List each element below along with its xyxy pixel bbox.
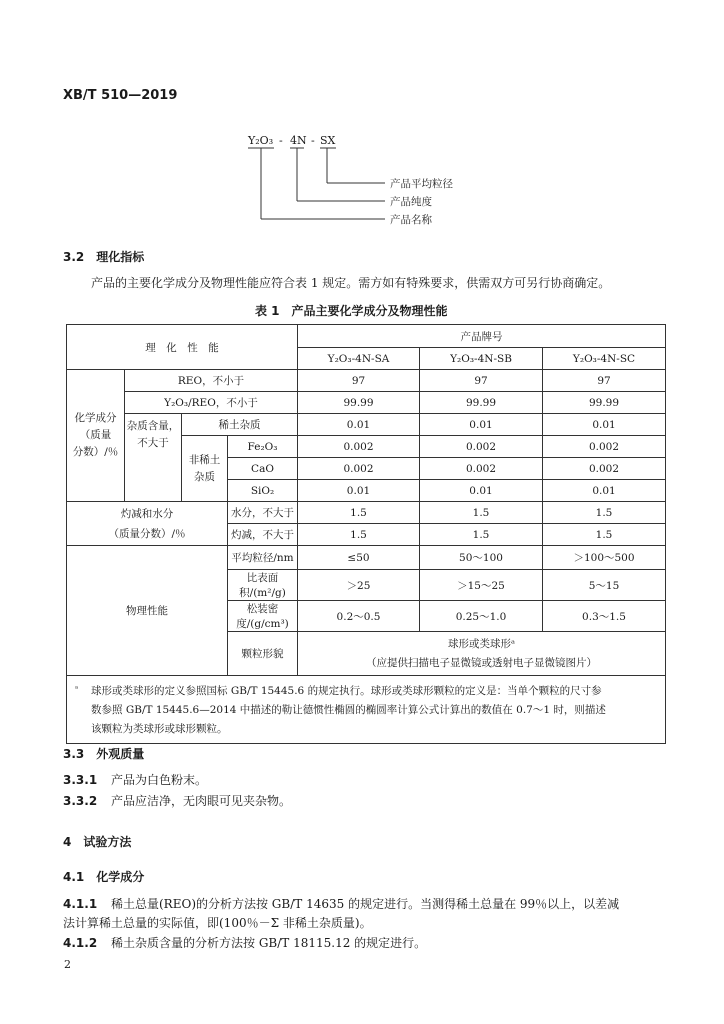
document-code: XB/T 510—2019 bbox=[63, 88, 178, 103]
cao-value-sa: 0.002 bbox=[298, 458, 420, 480]
density-value-sa: 0.2～0.5 bbox=[298, 601, 420, 632]
item-4-1-1-num: 4.1.1 bbox=[63, 897, 98, 911]
designation-purity: 4N bbox=[290, 134, 307, 147]
loi-value-sa: 1.5 bbox=[298, 524, 420, 546]
item-3-3-2 bbox=[63, 792, 291, 810]
grade-sb: Y₂O₃-4N-SB bbox=[420, 348, 543, 370]
re-impurity-label: 稀土杂质 bbox=[182, 414, 298, 436]
ssa-value-sa: ＞25 bbox=[298, 570, 420, 601]
grade-sa: Y₂O₃-4N-SA bbox=[298, 348, 420, 370]
footnote-line-1: 球形或类球形的定义参照国标 GB/T 15445.6 的规定执行。球形或类球形颗粒的定义是：当单个颗粒的尺寸参 bbox=[91, 685, 602, 697]
designation-sep1: - bbox=[279, 134, 283, 147]
grade-sc: Y₂O₃-4N-SC bbox=[543, 348, 666, 370]
y2o3-value-sa: 99.99 bbox=[298, 392, 420, 414]
morph-label: 颗粒形貌 bbox=[228, 632, 298, 676]
item-4-1-2-num: 4.1.2 bbox=[63, 936, 98, 950]
fe-label: Fe₂O₃ bbox=[228, 436, 298, 458]
item-3-3-2-num: 3.3.2 bbox=[63, 794, 98, 808]
table-caption: 表 1 产品主要化学成分及物理性能 bbox=[255, 304, 448, 318]
designation-size: SX bbox=[320, 134, 336, 147]
re-impurity-sb: 0.01 bbox=[420, 414, 543, 436]
phys-group-label: 物理性能 bbox=[67, 546, 228, 676]
density-value-sc: 0.3～1.5 bbox=[543, 601, 666, 632]
cao-value-sc: 0.002 bbox=[543, 458, 666, 480]
re-impurity-sc: 0.01 bbox=[543, 414, 666, 436]
section-3-2-paragraph: 产品的主要化学成分及物理性能应符合表 1 规定。需方如有特殊要求，供需双方可另行协商确定。 bbox=[91, 276, 611, 290]
moisture-value-sc: 1.5 bbox=[543, 502, 666, 524]
non-re-impurity-label: 非稀土 杂质 bbox=[182, 436, 228, 502]
moisture-value-sa: 1.5 bbox=[298, 502, 420, 524]
page-number: 2 bbox=[64, 958, 71, 971]
ssa-value-sb: ＞15～25 bbox=[420, 570, 543, 601]
fe-value-sa: 0.002 bbox=[298, 436, 420, 458]
sio-value-sb: 0.01 bbox=[420, 480, 543, 502]
table-footnote bbox=[67, 676, 666, 744]
properties-table bbox=[66, 324, 666, 744]
y2o3-label: Y₂O₃/REO，不小于 bbox=[125, 392, 298, 414]
section-3-3-heading: 3.3 外观质量 bbox=[63, 747, 145, 761]
loi-group-label: 灼减和水分 （质量分数）/％ bbox=[67, 502, 228, 546]
morph-value bbox=[298, 632, 666, 676]
density-label: 松装密度/(g/cm³) bbox=[228, 601, 298, 632]
chem-group-label: 化学成分 （质量 分数）/％ bbox=[67, 370, 125, 502]
fe-value-sc: 0.002 bbox=[543, 436, 666, 458]
item-3-3-2-text: 产品应洁净，无肉眼可见夹杂物。 bbox=[111, 794, 292, 808]
designation-sep2: - bbox=[311, 134, 315, 147]
re-impurity-sa: 0.01 bbox=[298, 414, 420, 436]
y2o3-value-sc: 99.99 bbox=[543, 392, 666, 414]
item-3-3-1-text: 产品为白色粉末。 bbox=[111, 773, 208, 787]
fe-value-sb: 0.002 bbox=[420, 436, 543, 458]
sio-value-sa: 0.01 bbox=[298, 480, 420, 502]
size-value-sa: ≤50 bbox=[298, 546, 420, 570]
morph-value-line1: 球形或类球形ᵃ bbox=[447, 637, 516, 650]
sio-label: SiO₂ bbox=[228, 480, 298, 502]
footnote-line-3: 该颗粒为类球形或球形颗粒。 bbox=[91, 723, 228, 735]
item-3-3-1-num: 3.3.1 bbox=[63, 773, 98, 787]
footnote-mark: ᵃ bbox=[75, 684, 79, 693]
designation-label-name: 产品名称 bbox=[390, 214, 432, 226]
size-label: 平均粒径/nm bbox=[228, 546, 298, 570]
size-value-sb: 50～100 bbox=[420, 546, 543, 570]
density-value-sb: 0.25～1.0 bbox=[420, 601, 543, 632]
impurity-group-label: 杂质含量， 不大于 bbox=[125, 414, 182, 502]
moisture-value-sb: 1.5 bbox=[420, 502, 543, 524]
item-3-3-1 bbox=[63, 771, 207, 789]
ssa-label: 比表面积/(m²/g) bbox=[228, 570, 298, 601]
loi-value-sc: 1.5 bbox=[543, 524, 666, 546]
reo-value-sc: 97 bbox=[543, 370, 666, 392]
cao-label: CaO bbox=[228, 458, 298, 480]
table-header-left: 理 化 性 能 bbox=[67, 325, 298, 370]
reo-label: REO，不小于 bbox=[125, 370, 298, 392]
footnote-line-2: 数参照 GB/T 15445.6—2014 中描述的勒让德惯性椭圆的椭圆率计算公式计算出的数值在 0.7～1 时，则描述 bbox=[91, 704, 606, 716]
loi-label: 灼减，不大于 bbox=[228, 524, 298, 546]
reo-value-sa: 97 bbox=[298, 370, 420, 392]
designation-formula: Y₂O₃ bbox=[248, 134, 274, 147]
table-header-right: 产品牌号 bbox=[298, 325, 666, 348]
section-4-heading: 4 试验方法 bbox=[63, 835, 132, 849]
item-4-1-1-text: 稀土总量(REO)的分析方法按 GB/T 14635 的规定进行。当测得稀土总量在 99％以上，以差减 bbox=[111, 897, 620, 911]
y2o3-value-sb: 99.99 bbox=[420, 392, 543, 414]
moisture-label: 水分，不大于 bbox=[228, 502, 298, 524]
section-3-2-heading: 3.2 理化指标 bbox=[63, 250, 145, 264]
cao-value-sb: 0.002 bbox=[420, 458, 543, 480]
morph-value-line2: （应提供扫描电子显微镜或透射电子显微镜图片） bbox=[366, 656, 597, 669]
size-value-sc: ＞100～500 bbox=[543, 546, 666, 570]
loi-value-sb: 1.5 bbox=[420, 524, 543, 546]
designation-label-purity: 产品纯度 bbox=[390, 196, 432, 208]
item-4-1-1-line1 bbox=[63, 895, 619, 913]
designation-label-size: 产品平均粒径 bbox=[390, 178, 453, 190]
ssa-value-sc: 5～15 bbox=[543, 570, 666, 601]
designation-diagram bbox=[0, 0, 724, 240]
item-4-1-2 bbox=[63, 934, 426, 952]
item-4-1-1-line2: 法计算稀土总量的实际值，即(100％－Σ 非稀土杂质量)。 bbox=[63, 916, 372, 930]
reo-value-sb: 97 bbox=[420, 370, 543, 392]
sio-value-sc: 0.01 bbox=[543, 480, 666, 502]
section-4-1-heading: 4.1 化学成分 bbox=[63, 870, 145, 884]
item-4-1-2-text: 稀土杂质含量的分析方法按 GB/T 18115.12 的规定进行。 bbox=[111, 936, 427, 950]
